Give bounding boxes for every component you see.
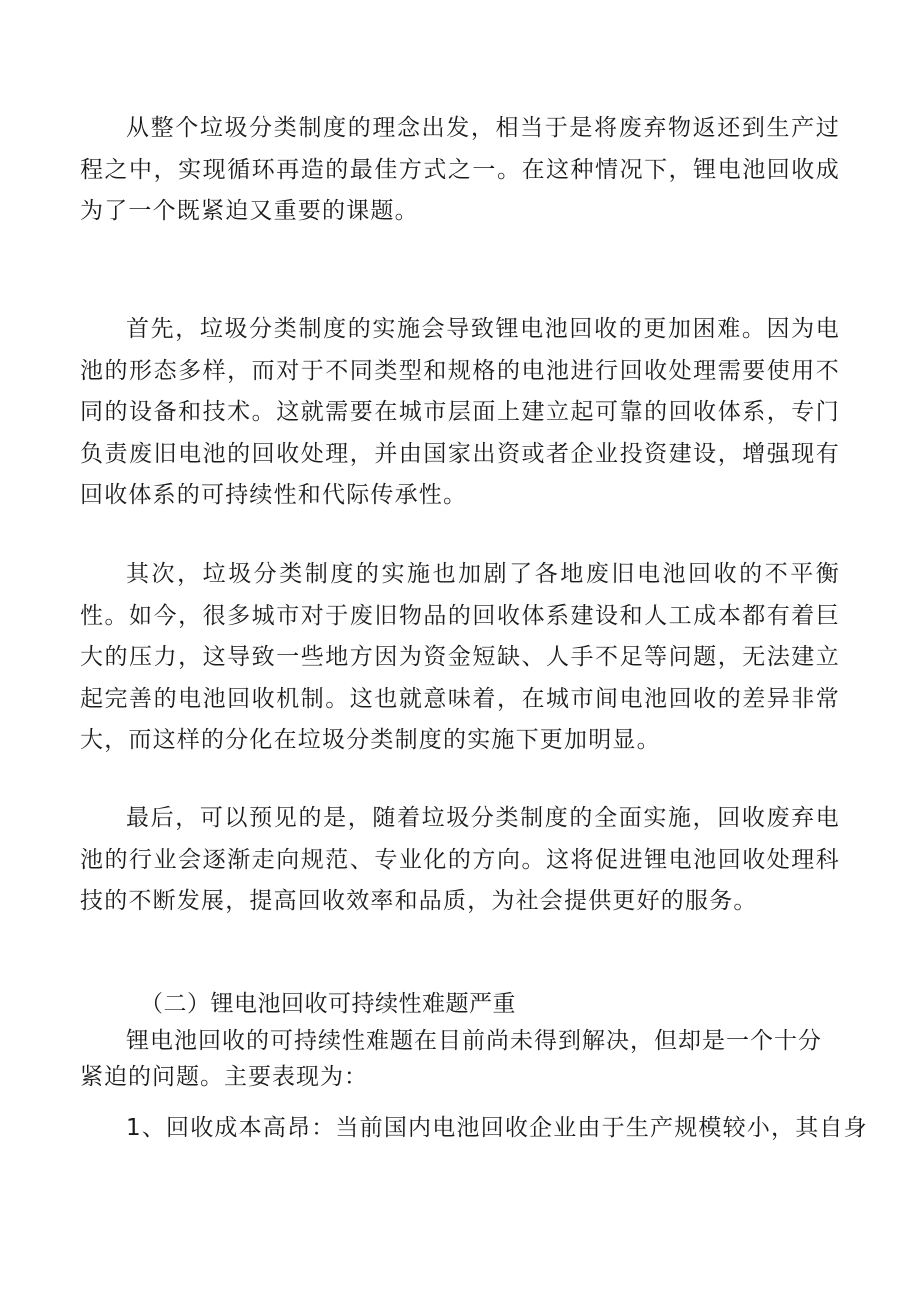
list-item: 1、回收成本高昂：当前国内电池回收企业由于生产规模较小，其自身 xyxy=(126,1115,868,1141)
section-heading: （二）锂电池回收可持续性难题严重 xyxy=(140,991,516,1017)
body-paragraph: 其次，垃圾分类制度的实施也加剧了各地废旧电池回收的不平衡性。如今，很多城市对于废旧物品的回收体系建设和人工成本都有着巨大的压力，这导致一些地方因为资金短缺、人手不足等问题，无法建立起完善的电池回收机制。这也就意味着，在城市间电池回收的差异非常大，而这样的分化在垃圾分类制度的实施下更加明显。 xyxy=(80,561,840,753)
body-paragraph: 最后，可以预见的是，随着垃圾分类制度的全面实施，回收废弃电池的行业会逐渐走向规范、专业化的方向。这将促进锂电池回收处理科技的不断发展，提高回收效率和品质，为社会提供更好的服务。 xyxy=(80,805,840,914)
section-intro-paragraph: 锂电池回收的可持续性难题在目前尚未得到解决，但却是一个十分紧迫的问题。主要表现为： xyxy=(80,1028,822,1090)
body-paragraph: 首先，垃圾分类制度的实施会导致锂电池回收的更加困难。因为电池的形态多样，而对于不同类型和规格的电池进行回收处理需要使用不同的设备和技术。这就需要在城市层面上建立起可靠的回收体系，专门负责废旧电池的回收处理，并由国家出资或者企业投资建设，增强现有回收体系的可持续性和代际传承性。 xyxy=(80,316,840,508)
body-paragraph: 从整个垃圾分类制度的理念出发，相当于是将废弃物返还到生产过程之中，实现循环再造的最佳方式之一。在这种情况下，锂电池回收成为了一个既紧迫又重要的课题。 xyxy=(80,115,840,224)
